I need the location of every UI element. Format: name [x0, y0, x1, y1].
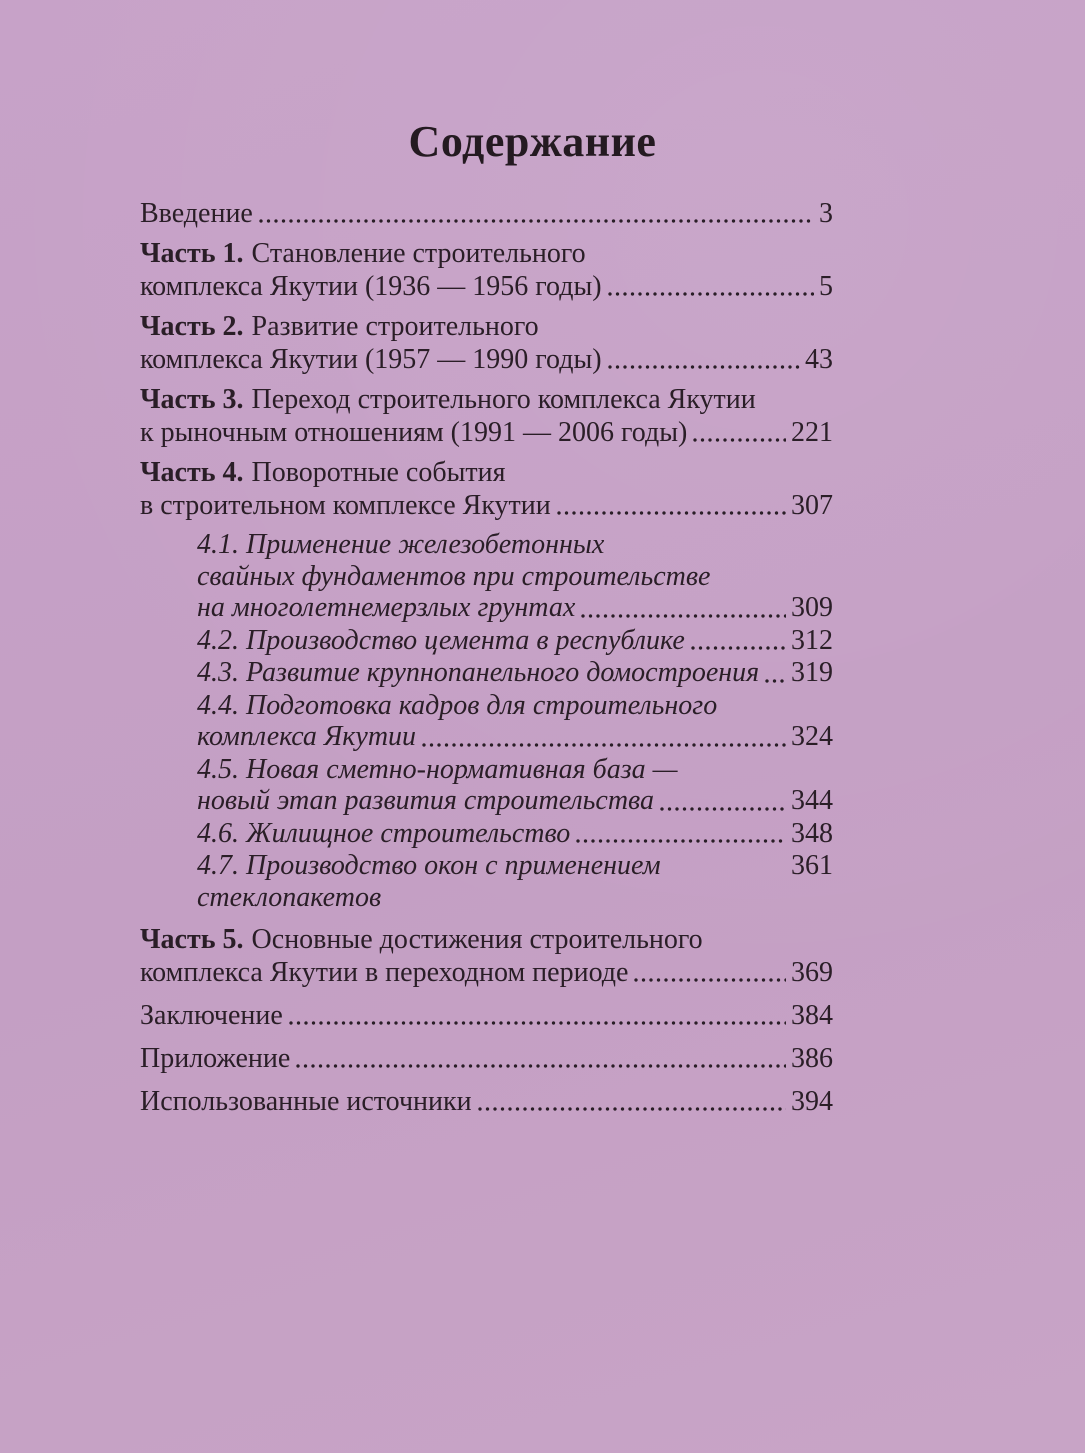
dot-leader [772, 850, 786, 913]
toc-entry-text: 4.5. Новая сметно-нормативная база — [197, 753, 678, 785]
toc-entry [140, 1085, 833, 1118]
toc-entry [140, 383, 833, 449]
toc-line [140, 956, 833, 989]
toc-entry-text: 4.4. Подготовка кадров для строительного [197, 689, 718, 721]
toc-entry [140, 625, 833, 657]
toc-line [197, 529, 833, 561]
toc-entry-text: на многолетнемерзлых грунтах [197, 592, 576, 623]
toc-entry-text: Заключение [140, 1000, 283, 1031]
toc-entry [140, 690, 833, 753]
toc-entry [140, 818, 833, 850]
toc-list [140, 197, 833, 1118]
page-number: 344 [791, 785, 833, 816]
toc-entry [140, 754, 833, 817]
toc-line [197, 657, 833, 689]
toc-entry-prefix: Часть 4. [140, 457, 244, 488]
toc-entry-text: Становление строительного [251, 238, 586, 269]
toc-entry-text: 4.3. Развитие крупнопанельного домостроения [197, 657, 760, 688]
dot-leader [557, 489, 786, 522]
dot-leader [608, 270, 814, 303]
page-number: 324 [791, 721, 833, 752]
toc-entry-text: комплекса Якутии (1957 — 1990 годы) [140, 344, 602, 375]
toc-entry-text: Переход строительного комплекса Якутии [251, 384, 756, 415]
toc-entry [140, 529, 833, 624]
dot-leader [660, 785, 786, 817]
toc-entry-prefix: Часть 1. [140, 238, 244, 269]
toc-entry-text: в строительном комплексе Якутии [140, 490, 551, 521]
toc-line [140, 270, 833, 303]
toc-entry-prefix: Часть 3. [140, 384, 244, 415]
toc-entry-text: Основные достижения строительного [251, 924, 703, 955]
toc-entry [140, 456, 833, 522]
page-title: Содержание [408, 117, 657, 166]
toc-line [197, 592, 833, 624]
toc-entry-text: 4.7. Производство окон с применением стеклопакетов [197, 850, 661, 913]
page-number: 348 [791, 817, 833, 849]
toc-entry [140, 237, 833, 303]
toc-entry-text: к рыночным отношениям (1991 — 2006 годы) [140, 417, 688, 448]
toc-entry-text: 4.1. Применение железобетонных [197, 529, 605, 560]
dot-leader [576, 818, 786, 850]
toc-entry-text: Поворотные события [251, 457, 506, 488]
page-number: 319 [791, 657, 833, 688]
page-number: 307 [791, 490, 833, 521]
toc-line [197, 785, 833, 817]
dot-leader [634, 956, 786, 989]
dot-leader [608, 343, 800, 376]
dot-leader [422, 721, 786, 753]
toc-entry-text: комплекса Якутии (1936 — 1956 годы) [140, 271, 602, 302]
toc-line [140, 1085, 833, 1118]
toc-entry-prefix: Часть 2. [140, 311, 244, 342]
toc-entry-text: Приложение [140, 1043, 291, 1074]
toc-line [197, 721, 833, 753]
toc-line [140, 456, 833, 489]
toc-line [140, 489, 833, 522]
page-number: 386 [791, 1043, 833, 1074]
dot-leader [765, 657, 786, 689]
toc-entry-text: новый этап развития строительства [197, 785, 655, 816]
toc-entry-text: Использованные источники [140, 1086, 472, 1117]
toc-entry [140, 657, 833, 689]
toc-line [140, 923, 833, 956]
toc-line [197, 818, 833, 850]
toc-line [140, 237, 833, 270]
dot-leader [296, 1042, 786, 1075]
toc-entry-text: комплекса Якутии [197, 721, 417, 752]
toc-line [140, 1042, 833, 1075]
dot-leader [581, 592, 786, 624]
toc-entry [140, 197, 833, 230]
toc-line [140, 197, 833, 230]
page-number: 394 [791, 1086, 833, 1117]
toc-line [140, 383, 833, 416]
toc-entry-text: Развитие строительного [251, 311, 539, 342]
toc-entry-text: свайных фундаментов при строительстве [197, 560, 711, 592]
toc-line [197, 850, 833, 913]
toc-entry [140, 999, 833, 1032]
toc-entry [140, 1042, 833, 1075]
page-number: 221 [791, 417, 833, 448]
dot-leader [691, 625, 786, 657]
toc-line [140, 310, 833, 343]
page-number: 309 [791, 592, 833, 623]
toc-line [140, 416, 833, 449]
toc-line [140, 999, 833, 1032]
page-number: 3 [819, 198, 833, 229]
toc-line [197, 625, 833, 657]
toc-line [140, 343, 833, 376]
toc-entry-text: Введение [140, 198, 253, 229]
toc-entry-prefix: Часть 5. [140, 924, 244, 955]
page-number: 369 [791, 957, 833, 988]
page-number: 361 [791, 850, 833, 881]
dot-leader [259, 197, 814, 230]
toc-entry [140, 850, 833, 913]
toc-entry-text: комплекса Якутии в переходном периоде [140, 957, 629, 988]
page-number: 43 [805, 344, 833, 375]
page-number: 5 [819, 271, 833, 302]
toc-entry [140, 310, 833, 376]
toc-entry-text: 4.2. Производство цемента в республике [197, 624, 685, 656]
toc-line [197, 754, 833, 786]
page-number: 384 [791, 1000, 833, 1031]
toc-line [197, 690, 833, 722]
toc-entry-text: 4.6. Жилищное строительство [197, 817, 571, 849]
toc-entry [140, 923, 833, 989]
toc-line [197, 561, 833, 593]
page-number: 312 [791, 624, 833, 656]
dot-leader [478, 1085, 786, 1118]
dot-leader [289, 999, 786, 1032]
dot-leader [693, 416, 786, 449]
